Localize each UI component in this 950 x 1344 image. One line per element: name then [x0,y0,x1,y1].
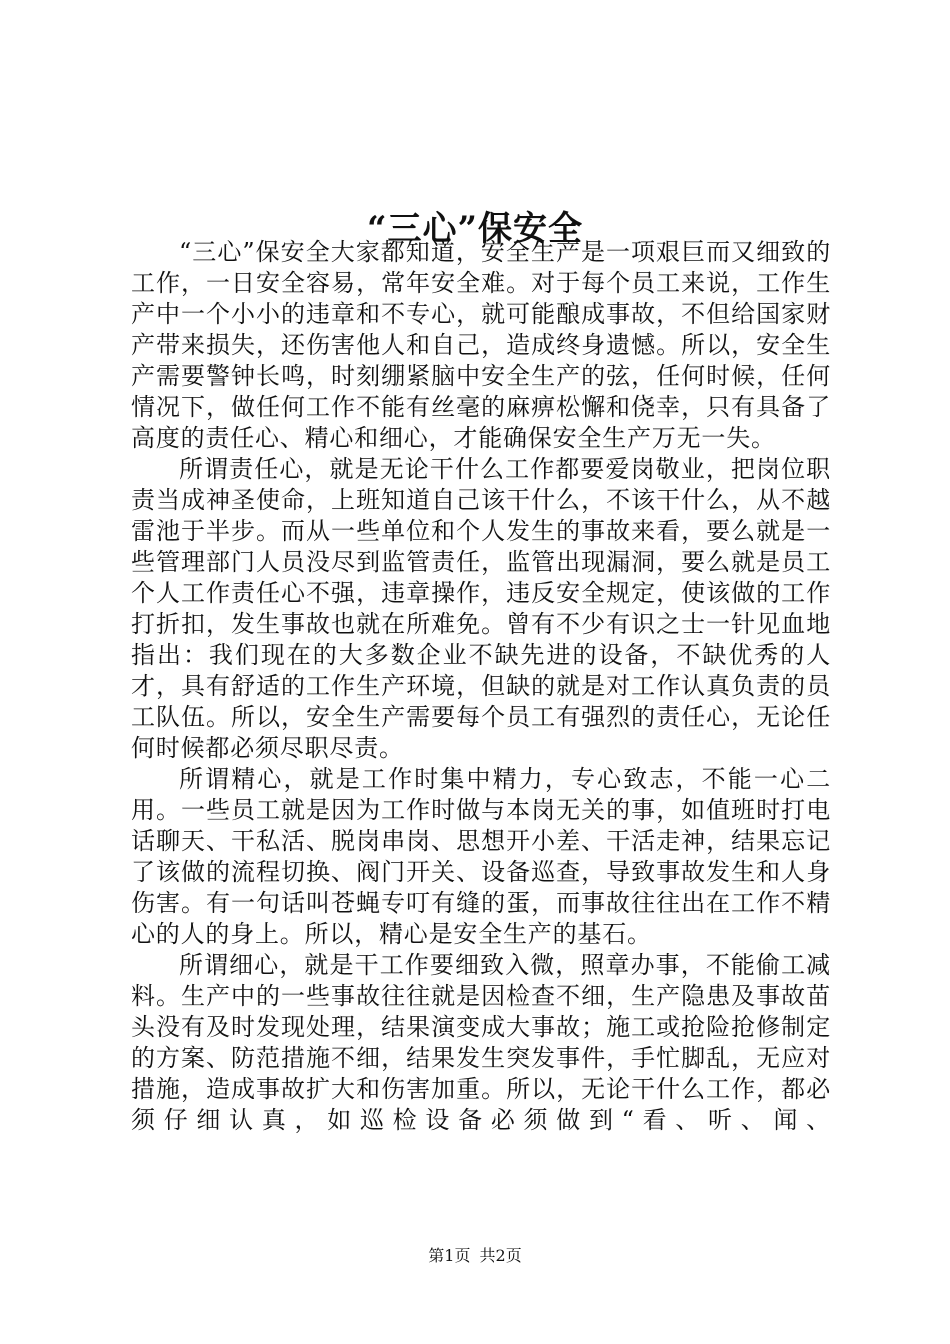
document-title: “三心”保安全 [366,208,584,249]
page-footer [0,1244,950,1268]
paragraph-meticulousness: 所谓细心，就是干工作要细致入微，照章办事，不能偷工减料。生产中的一些事故往往就是因检查不细，生产隐患及事故苗头没有及时发现处理，结果演变成大事故；施工或抢险抢修制定的方案、防范措施不细，结果发生突发事件，手忙脚乱，无应对措施，造成事故扩大和伤害加重。所以，无论干什么工作，都必须仔细认真，如巡检设备必须做到“看、听、闻、 [131,951,831,1134]
paragraph-intro: “三心”保安全大家都知道，安全生产是一项艰巨而又细致的工作，一日安全容易，常年安全难。对于每个员工来说，工作生产中一个小小的违章和不专心，就可能酿成事故，不但给国家财产带来损失，还伤害他人和自己，造成终身遗憾。所以，安全生产需要警钟长鸣，时刻绷紧脑中安全生产的弦，任何时候，任何情况下，做任何工作不能有丝毫的麻痹松懈和侥幸，只有具备了高度的责任心、精心和细心，才能确保安全生产万无一失。 [131,238,831,452]
paragraph-responsibility: 所谓责任心，就是无论干什么工作都要爱岗敬业，把岗位职责当成神圣使命，上班知道自己该干什么，不该干什么，从不越雷池于半步。而从一些单位和个人发生的事故来看，要么就是一些管理部门人员没尽到监管责任，监管出现漏洞，要么就是员工个人工作责任心不强，违章操作，违反安全规定，使该做的工作打折扣，发生事故也就在所难免。曾有不少有识之士一针见血地指出：我们现在的大多数企业不缺先进的设备，不缺优秀的人才，具有舒适的工作生产环境，但缺的就是对工作认真负责的员工队伍。所以，安全生产需要每个员工有强烈的责任心，无论任何时候都必须尽职尽责。 [131,455,831,762]
document-body [131,237,831,1136]
page-total: 共2页 [479,1246,522,1265]
paragraph-carefulness: 所谓精心，就是工作时集中精力，专心致志，不能一心二用。一些员工就是因为工作时做与本岗无关的事，如值班时打电话聊天、干私活、脱岗串岗、思想开小差、干活走神，结果忘记了该做的流程切换、阀门开关、设备巡查，导致事故发生和人身伤害。有一句话叫苍蝇专叮有缝的蛋，而事故往往出在工作不精心的人的身上。所以，精心是安全生产的基石。 [131,765,831,948]
page-number: 第1页 [428,1246,471,1265]
